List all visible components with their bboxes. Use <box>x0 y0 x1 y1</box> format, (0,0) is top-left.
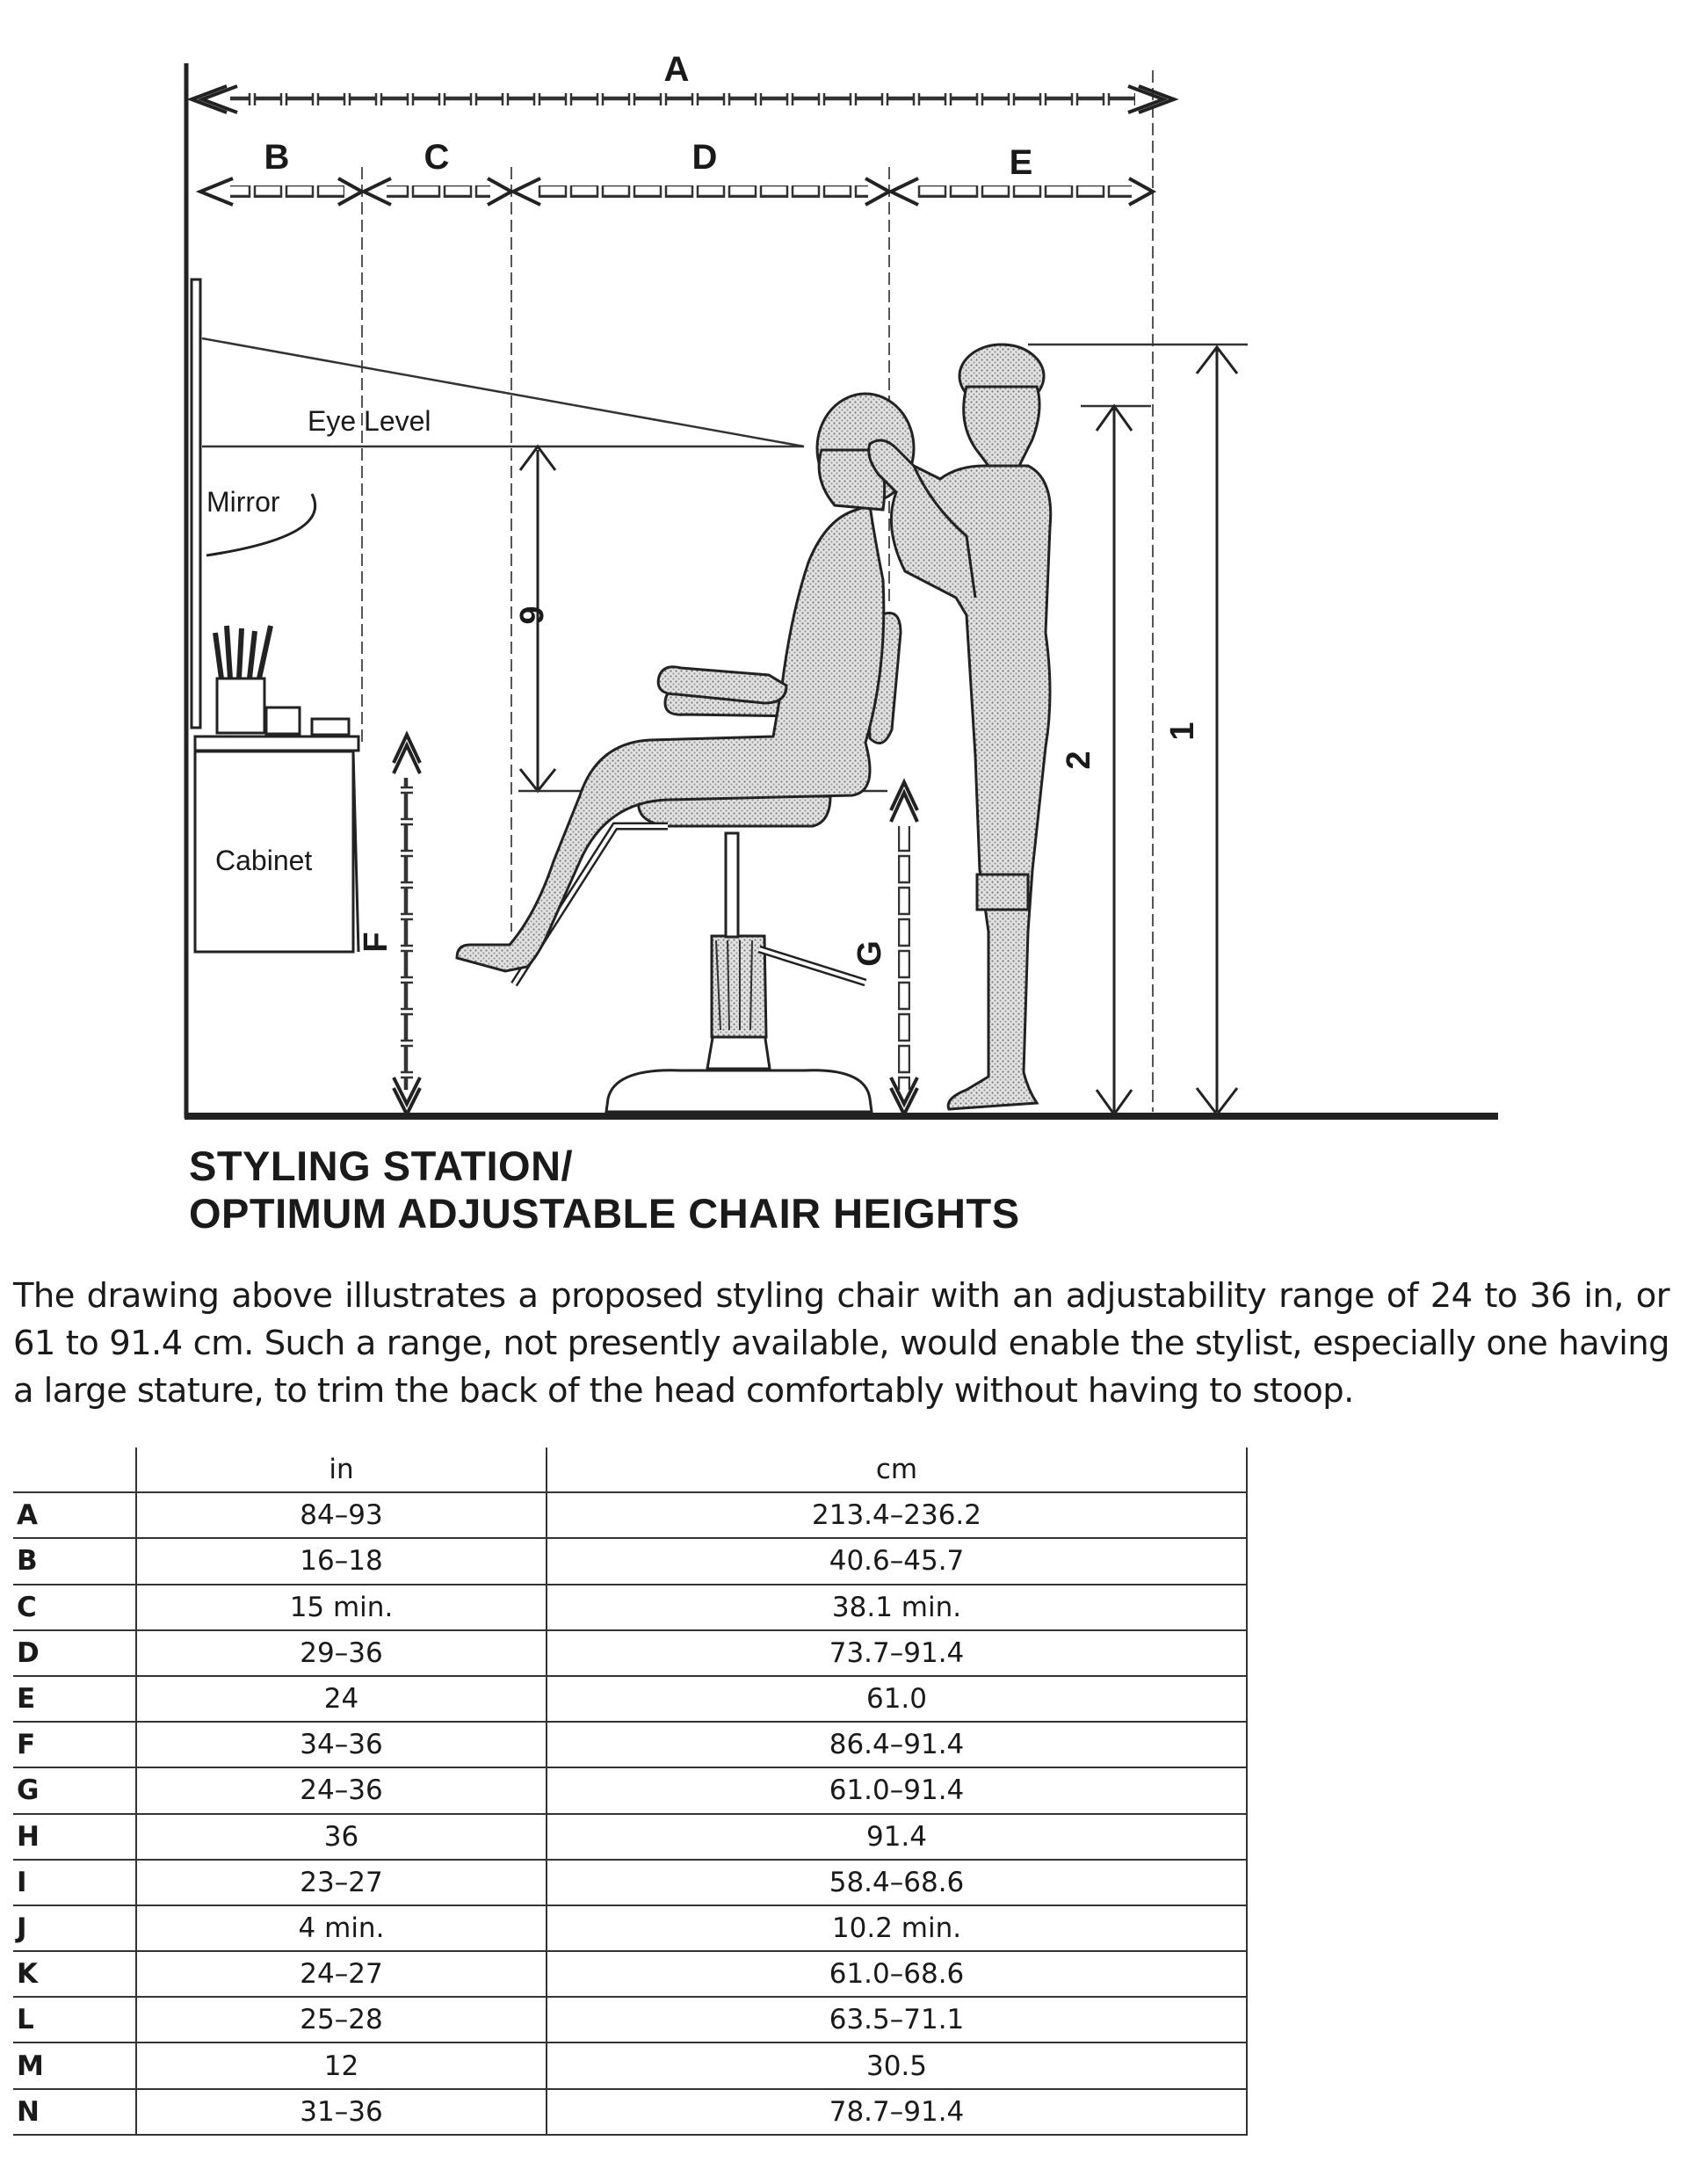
table-row <box>13 1630 1247 1676</box>
table-row <box>13 1722 1247 1767</box>
cell-cm: 58.4–68.6 <box>547 1860 1247 1905</box>
cell-cm: 86.4–91.4 <box>547 1722 1247 1767</box>
dimension-a <box>192 50 1174 112</box>
dimension-c <box>364 138 511 205</box>
dimension-label-d: D <box>691 138 718 177</box>
figure-caption <box>189 1143 1020 1237</box>
table-body <box>13 1492 1247 2135</box>
header-in: in <box>136 1448 547 1492</box>
dimension-d <box>513 138 889 205</box>
table-row <box>13 1492 1247 1538</box>
cell-cm: 30.5 <box>547 2043 1247 2088</box>
cabinet-label: Cabinet <box>215 845 313 876</box>
description-paragraph: The drawing above illustrates a proposed styling chair with an adjustability range of 24 to 36 in, or 61 to 91.4 cm. Such a range, not presently available, would enable the stylist, especially one having a large stature, to trim the back of the head comfortably without having to stoop. <box>13 1276 1669 1411</box>
cell-cm: 61.0–91.4 <box>547 1767 1247 1813</box>
seated-client-figure <box>457 394 914 971</box>
cell-cm: 40.6–45.7 <box>547 1538 1247 1584</box>
cell-cm: 38.1 min. <box>547 1585 1247 1630</box>
cell-cm: 73.7–91.4 <box>547 1630 1247 1676</box>
header-key <box>13 1448 136 1492</box>
cell-in: 24–27 <box>136 1951 547 1997</box>
cell-key: E <box>13 1676 136 1722</box>
cell-key: L <box>13 1997 136 2043</box>
cell-key: G <box>13 1767 136 1813</box>
cell-key: A <box>13 1492 136 1538</box>
cell-in: 24 <box>136 1676 547 1722</box>
eye-level-lines <box>202 338 804 446</box>
dimension-b <box>200 138 362 205</box>
cell-in: 24–36 <box>136 1767 547 1813</box>
cell-in: 12 <box>136 2043 547 2088</box>
table-row <box>13 2089 1247 2135</box>
cell-cm: 61.0 <box>547 1676 1247 1722</box>
table-row <box>13 1814 1247 1860</box>
cell-in: 31–36 <box>136 2089 547 2135</box>
cell-key: C <box>13 1585 136 1630</box>
cell-cm: 213.4–236.2 <box>547 1492 1247 1538</box>
cell-in: 16–18 <box>136 1538 547 1584</box>
cell-cm: 10.2 min. <box>547 1905 1247 1951</box>
standing-stylist-figure <box>869 345 1051 1109</box>
cell-in: 25–28 <box>136 1997 547 2043</box>
dimension-label-g: G <box>851 940 888 967</box>
cell-key: D <box>13 1630 136 1676</box>
dimensions-table <box>13 1448 1248 2136</box>
dimension-label-f: F <box>358 932 395 953</box>
eye-level-label: Eye Level <box>308 405 431 437</box>
table-row <box>13 1676 1247 1722</box>
dimension-e <box>891 143 1153 205</box>
dimension-g <box>851 782 917 1114</box>
table-row <box>13 1860 1247 1905</box>
dimension-label-i: 2 <box>1061 751 1097 770</box>
dimension-i <box>1061 406 1151 1114</box>
table-row <box>13 1905 1247 1951</box>
mirror-label: Mirror <box>206 486 280 518</box>
cell-in: 84–93 <box>136 1492 547 1538</box>
caption-line-2: OPTIMUM ADJUSTABLE CHAIR HEIGHTS <box>189 1190 1020 1237</box>
cell-cm: 61.0–68.6 <box>547 1951 1247 1997</box>
cell-in: 36 <box>136 1814 547 1860</box>
table-row <box>13 1767 1247 1813</box>
cell-key: K <box>13 1951 136 1997</box>
cell-cm: 91.4 <box>547 1814 1247 1860</box>
cell-cm: 63.5–71.1 <box>547 1997 1247 2043</box>
cell-in: 29–36 <box>136 1630 547 1676</box>
cell-key: M <box>13 2043 136 2088</box>
cell-key: J <box>13 1905 136 1951</box>
caption-line-1: STYLING STATION/ <box>189 1143 574 1189</box>
dimension-f <box>358 735 420 1114</box>
cell-in: 23–27 <box>136 1860 547 1905</box>
cell-in: 4 min. <box>136 1905 547 1951</box>
dimension-label-c: C <box>424 138 450 177</box>
table-row <box>13 1951 1247 1997</box>
table-row <box>13 1997 1247 2043</box>
table-row <box>13 1538 1247 1584</box>
cell-in: 34–36 <box>136 1722 547 1767</box>
table-row <box>13 2043 1247 2088</box>
dimension-label-j: 6 <box>512 606 549 625</box>
table-row <box>13 1585 1247 1630</box>
cell-key: I <box>13 1860 136 1905</box>
dimension-label-b: B <box>264 138 290 177</box>
cell-key: H <box>13 1814 136 1860</box>
cell-key: N <box>13 2089 136 2135</box>
cell-in: 15 min. <box>136 1585 547 1630</box>
dimension-label-h: 1 <box>1164 722 1201 741</box>
dimension-label-e: E <box>1009 143 1033 182</box>
table-header-row <box>13 1448 1247 1492</box>
dimension-h <box>1028 345 1248 1114</box>
cell-key: B <box>13 1538 136 1584</box>
header-cm: cm <box>547 1448 1247 1492</box>
cabinet <box>195 626 358 952</box>
dimension-label-a: A <box>663 50 690 89</box>
cell-key: F <box>13 1722 136 1767</box>
cell-cm: 78.7–91.4 <box>547 2089 1247 2135</box>
